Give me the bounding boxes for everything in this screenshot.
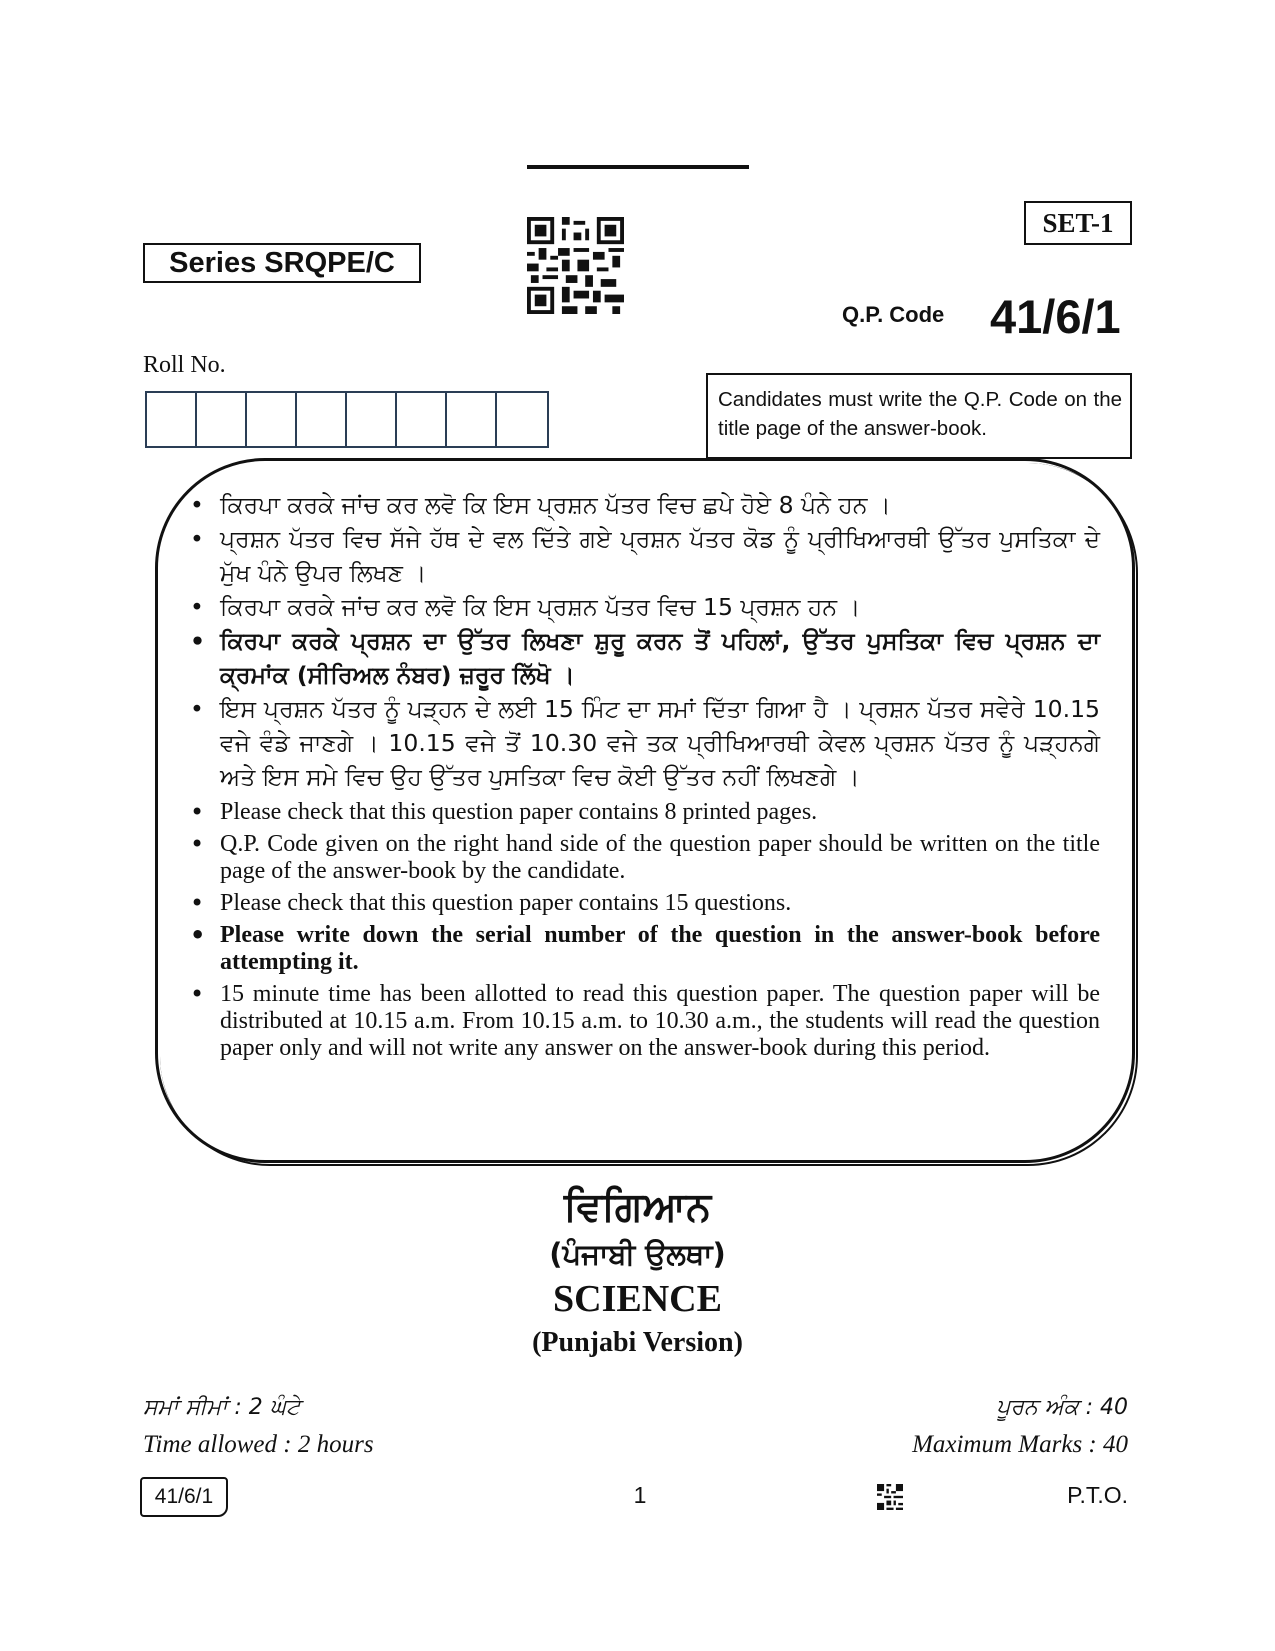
roll-number-cell[interactable] bbox=[347, 393, 397, 446]
instruction-item-en: • Please check that this question paper contains 15 questions. bbox=[190, 890, 1100, 917]
time-allowed: Time allowed : 2 hours bbox=[143, 1431, 374, 1458]
instruction-item-pa: • ਪ੍ਰਸ਼ਨ ਪੱਤਰ ਵਿਚ ਸੱਜੇ ਹੱਥ ਦੇ ਵਲ ਦਿੱਤੇ ਗਏ ਪ੍ਰਸ਼ਨ ਪੱਤਰ ਕੋਡ ਨੂੰ ਪ੍ਰੀਖਿਆਰਥੀ ਉੱਤਰ ਪੁਸਤਿਕਾ ਦੇ ਮੁੱਖ ਪੰਨੇ ਉਪਰ ਲਿਖਣ । bbox=[190, 522, 1100, 590]
page-number: 1 bbox=[633, 1482, 647, 1508]
roll-number-cell[interactable] bbox=[147, 393, 197, 446]
max-marks: Maximum Marks : 40 bbox=[912, 1431, 1128, 1458]
set-label: SET-1 bbox=[1024, 201, 1132, 245]
series-label: Series SRQPE/C bbox=[143, 243, 421, 283]
candidate-note: Candidates must write the Q.P. Code on the title page of the answer-book. bbox=[706, 373, 1132, 459]
roll-number-label: Roll No. bbox=[143, 352, 226, 378]
top-rule bbox=[527, 165, 749, 169]
instruction-item-pa: • ਕਿਰਪਾ ਕਰਕੇ ਪ੍ਰਸ਼ਨ ਦਾ ਉੱਤਰ ਲਿਖਣਾ ਸ਼ੁਰੂ ਕਰਨ ਤੋਂ ਪਹਿਲਾਂ, ਉੱਤਰ ਪੁਸਤਿਕਾ ਵਿਚ ਪ੍ਰਸ਼ਨ ਦਾ ਕ੍ਰਮਾਂਕ (ਸੀਰਿਅਲ ਨੰਬਰ) ਜ਼ਰੂਰ ਲਿੱਖੋ । bbox=[190, 624, 1100, 692]
instruction-item-en: • Q.P. Code given on the right hand side of the question paper should be written on the title page of the answer-book by the candidate. bbox=[190, 831, 1100, 885]
pto-label: P.T.O. bbox=[1067, 1482, 1128, 1508]
qr-code-icon bbox=[527, 217, 624, 314]
subject-title-punjabi: ਵਿਗਿਆਨ bbox=[563, 1184, 712, 1230]
roll-number-boxes[interactable] bbox=[145, 391, 549, 448]
roll-number-cell[interactable] bbox=[297, 393, 347, 446]
subject-title: SCIENCE bbox=[553, 1278, 722, 1320]
qp-code-label: Q.P. Code bbox=[842, 302, 945, 327]
instruction-item-pa: • ਕਿਰਪਾ ਕਰਕੇ ਜਾਂਚ ਕਰ ਲਵੋ ਕਿ ਇਸ ਪ੍ਰਸ਼ਨ ਪੱਤਰ ਵਿਚ ਛਪੇ ਹੋਏ 8 ਪੰਨੇ ਹਨ । bbox=[190, 488, 1100, 522]
subject-subtitle-punjabi: (ਪੰਜਾਬੀ ਉਲਥਾ) bbox=[549, 1237, 726, 1271]
roll-number-cell[interactable] bbox=[497, 393, 547, 446]
qr-code-small-icon bbox=[877, 1484, 903, 1510]
max-marks-punjabi: ਪੂਰਨ ਅੰਕ : 40 bbox=[996, 1395, 1128, 1420]
qp-code-value: 41/6/1 bbox=[990, 290, 1121, 343]
roll-number-cell[interactable] bbox=[397, 393, 447, 446]
instruction-item-pa: • ਕਿਰਪਾ ਕਰਕੇ ਜਾਂਚ ਕਰ ਲਵੋ ਕਿ ਇਸ ਪ੍ਰਸ਼ਨ ਪੱਤਰ ਵਿਚ 15 ਪ੍ਰਸ਼ਨ ਹਨ । bbox=[190, 590, 1100, 624]
time-allowed-punjabi: ਸਮਾਂ ਸੀਮਾਂ : 2 ਘੰਟੇ bbox=[143, 1395, 301, 1420]
instructions-list bbox=[190, 488, 1100, 1062]
instruction-item-en: • Please write down the serial number of the question in the answer-book before attempting it. bbox=[190, 922, 1100, 976]
roll-number-cell[interactable] bbox=[447, 393, 497, 446]
roll-number-cell[interactable] bbox=[247, 393, 297, 446]
roll-number-cell[interactable] bbox=[197, 393, 247, 446]
footer-qp-code: 41/6/1 bbox=[140, 1477, 228, 1517]
instruction-item-pa: • ਇਸ ਪ੍ਰਸ਼ਨ ਪੱਤਰ ਨੂੰ ਪੜ੍ਹਨ ਦੇ ਲਈ 15 ਮਿੰਟ ਦਾ ਸਮਾਂ ਦਿੱਤਾ ਗਿਆ ਹੈ । ਪ੍ਰਸ਼ਨ ਪੱਤਰ ਸਵੇਰੇ 10.15 ਵਜੇ ਵੰਡੇ ਜਾਣਗੇ । 10.15 ਵਜੇ ਤੋਂ 10.30 ਵਜੇ ਤਕ ਪ੍ਰੀਖਿਆਰਥੀ ਕੇਵਲ ਪ੍ਰਸ਼ਨ ਪੱਤਰ ਨੂੰ ਪੜ੍ਹਨਗੇ ਅਤੇ ਇਸ ਸਮੇ ਵਿਚ ਉਹ ਉੱਤਰ ਪੁਸਤਿਕਾ ਵਿਚ ਕੋਈ ਉੱਤਰ ਨਹੀਂ ਲਿਖਣਗੇ । bbox=[190, 692, 1100, 794]
instruction-item-en: • Please check that this question paper contains 8 printed pages. bbox=[190, 799, 1100, 826]
subject-subtitle: (Punjabi Version) bbox=[532, 1327, 743, 1358]
instruction-item-en: • 15 minute time has been allotted to read this question paper. The question paper will be distributed at 10.15 a.m. From 10.15 a.m. to 10.30 a.m., the students will read the question paper only and will not write any answer on the answer-book during this period. bbox=[190, 981, 1100, 1062]
